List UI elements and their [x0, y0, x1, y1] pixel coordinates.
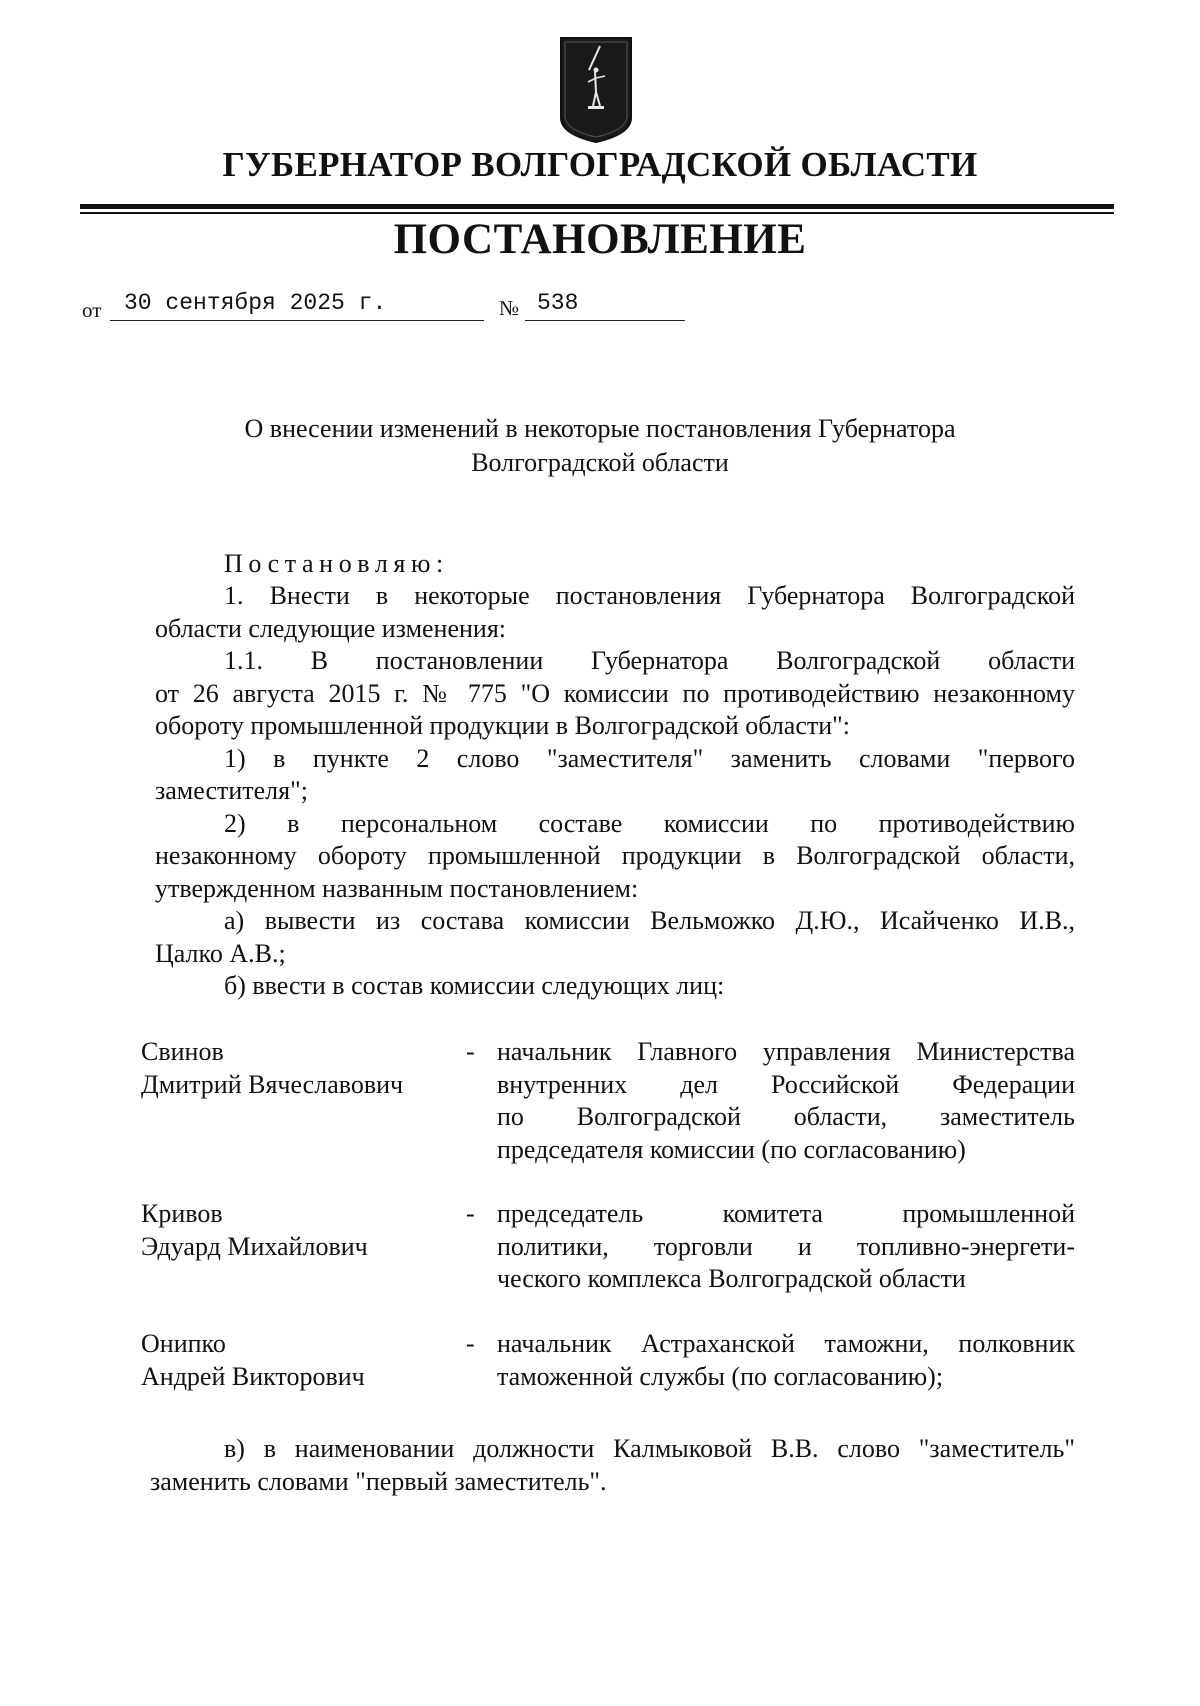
issuing-authority: ГУБЕРНАТОР ВОЛГОГРАДСКОЙ ОБЛАСТИ [222, 145, 978, 184]
decree-word: Постановляю: [224, 549, 449, 578]
final-paragraph [150, 1433, 1075, 1498]
member-given-name: Дмитрий Вячеславович [141, 1069, 404, 1099]
position-line: председатель комитета промышленной [497, 1199, 1075, 1228]
number-value: 538 [537, 290, 579, 316]
paragraph-line: незаконному обороту промышленной продукции в Волгоградской области, [155, 841, 1075, 870]
position-line: начальник Астраханской таможни, полковник [497, 1329, 1075, 1358]
document-title [200, 412, 1000, 480]
member-name [141, 1328, 365, 1393]
member-position [497, 1036, 1075, 1166]
paragraph-line: утвержденном названным постановлением: [155, 873, 639, 903]
document-type: ПОСТАНОВЛЕНИЕ [393, 216, 807, 263]
header-rule-thin [80, 212, 1114, 214]
paragraph-line: 1.1. В постановлении Губернатора Волгоградской области [224, 646, 1075, 675]
member-surname: Свинов [141, 1037, 224, 1066]
member-given-name: Андрей Викторович [141, 1361, 365, 1391]
member-surname: Онипко [141, 1329, 226, 1358]
number-underline [525, 320, 685, 321]
number-label: № [499, 296, 520, 320]
title-line: О внесении изменений в некоторые постановления Губернатора [244, 414, 956, 443]
position-line: политики, торговли и топливно-энергети- [497, 1231, 1075, 1261]
position-line: председателя комиссии (по согласованию) [497, 1134, 966, 1164]
position-line: начальник Главного управления Министерства [497, 1037, 1075, 1066]
position-line: по Волгоградской области, заместитель [497, 1102, 1075, 1131]
coat-of-arms-icon [559, 36, 633, 144]
paragraph-line: б) ввести в состав комиссии следующих лиц: [224, 971, 725, 1000]
paragraph-line: 1. Внести в некоторые постановления Губернатора Волгоградской [224, 581, 1075, 610]
member-position [497, 1328, 1075, 1393]
position-line: ческого комплекса Волгоградской области [497, 1264, 966, 1293]
member-surname: Кривов [141, 1199, 223, 1228]
member-name [141, 1198, 368, 1263]
member-dash: - [466, 1037, 475, 1066]
member-given-name: Эдуард Михайлович [141, 1231, 368, 1261]
member-dash: - [466, 1199, 475, 1228]
date-underline [110, 320, 484, 321]
paragraph-line: Цалко А.В.; [155, 938, 286, 968]
paragraph-line: от 26 августа 2015 г. № 775 "О комиссии по противодействию незаконному [155, 678, 1075, 708]
position-line: внутренних дел Российской Федерации [497, 1069, 1075, 1099]
position-line: таможенной службы (по согласованию); [497, 1361, 944, 1391]
document-body [155, 580, 1075, 1003]
paragraph-line: заменить словами "первый заместитель". [150, 1466, 607, 1496]
member-dash: - [466, 1329, 475, 1358]
paragraph-line: 1) в пункте 2 слово "заместителя" заменить словами "первого [224, 743, 1075, 773]
paragraph-line: 2) в персональном составе комиссии по противодействию [224, 808, 1075, 838]
member-position [497, 1198, 1075, 1296]
paragraph-line: в) в наименовании должности Калмыковой В.В. слово "заместитель" [224, 1434, 1075, 1463]
member-name [141, 1036, 403, 1101]
paragraph-line: области следующие изменения: [155, 613, 507, 643]
title-line: Волгоградской области [471, 448, 729, 477]
header-rule-thick [80, 204, 1114, 209]
paragraph-line: обороту промышленной продукции в Волгоградской области": [155, 711, 851, 740]
date-label: от [82, 298, 102, 322]
date-value: 30 сентября 2025 г. [124, 290, 387, 316]
paragraph-line: а) вывести из состава комиссии Вельможко Д.Ю., Исайченко И.В., [224, 906, 1075, 935]
paragraph-line: заместителя"; [155, 776, 308, 805]
